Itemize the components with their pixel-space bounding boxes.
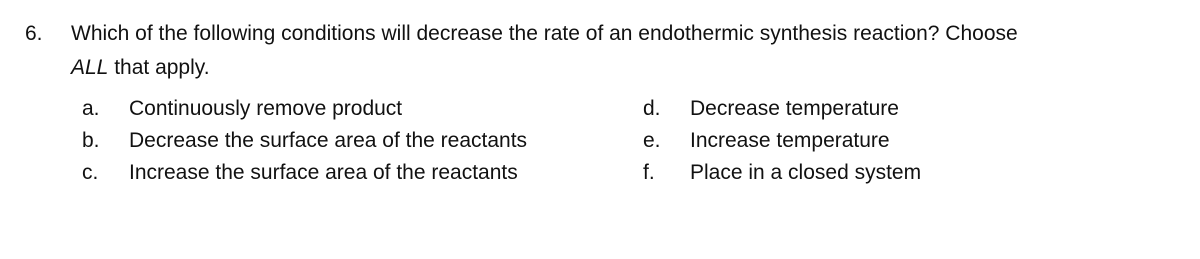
option-text: Place in a closed system: [690, 161, 922, 184]
question-number: 6.: [25, 22, 43, 45]
option-letter: d.: [643, 97, 661, 120]
option-text: Decrease temperature: [690, 97, 899, 120]
option-text: Continuously remove product: [129, 97, 403, 120]
option-letter: a.: [82, 97, 100, 120]
question-emphasis: ALL: [71, 56, 109, 79]
option-text: Increase the surface area of the reactants: [129, 161, 518, 184]
question-text-continued: [71, 55, 210, 81]
question-text-tail: that apply.: [108, 56, 210, 79]
option-letter: f.: [643, 161, 655, 184]
option-text: Decrease the surface area of the reactants: [129, 129, 528, 152]
question-text: Which of the following conditions will decrease the rate of an endothermic synthesis reaction? Choose: [71, 22, 1018, 45]
option-letter: b.: [82, 129, 100, 152]
option-letter: e.: [643, 129, 661, 152]
option-letter: c.: [82, 161, 99, 184]
option-text: Increase temperature: [690, 129, 890, 152]
